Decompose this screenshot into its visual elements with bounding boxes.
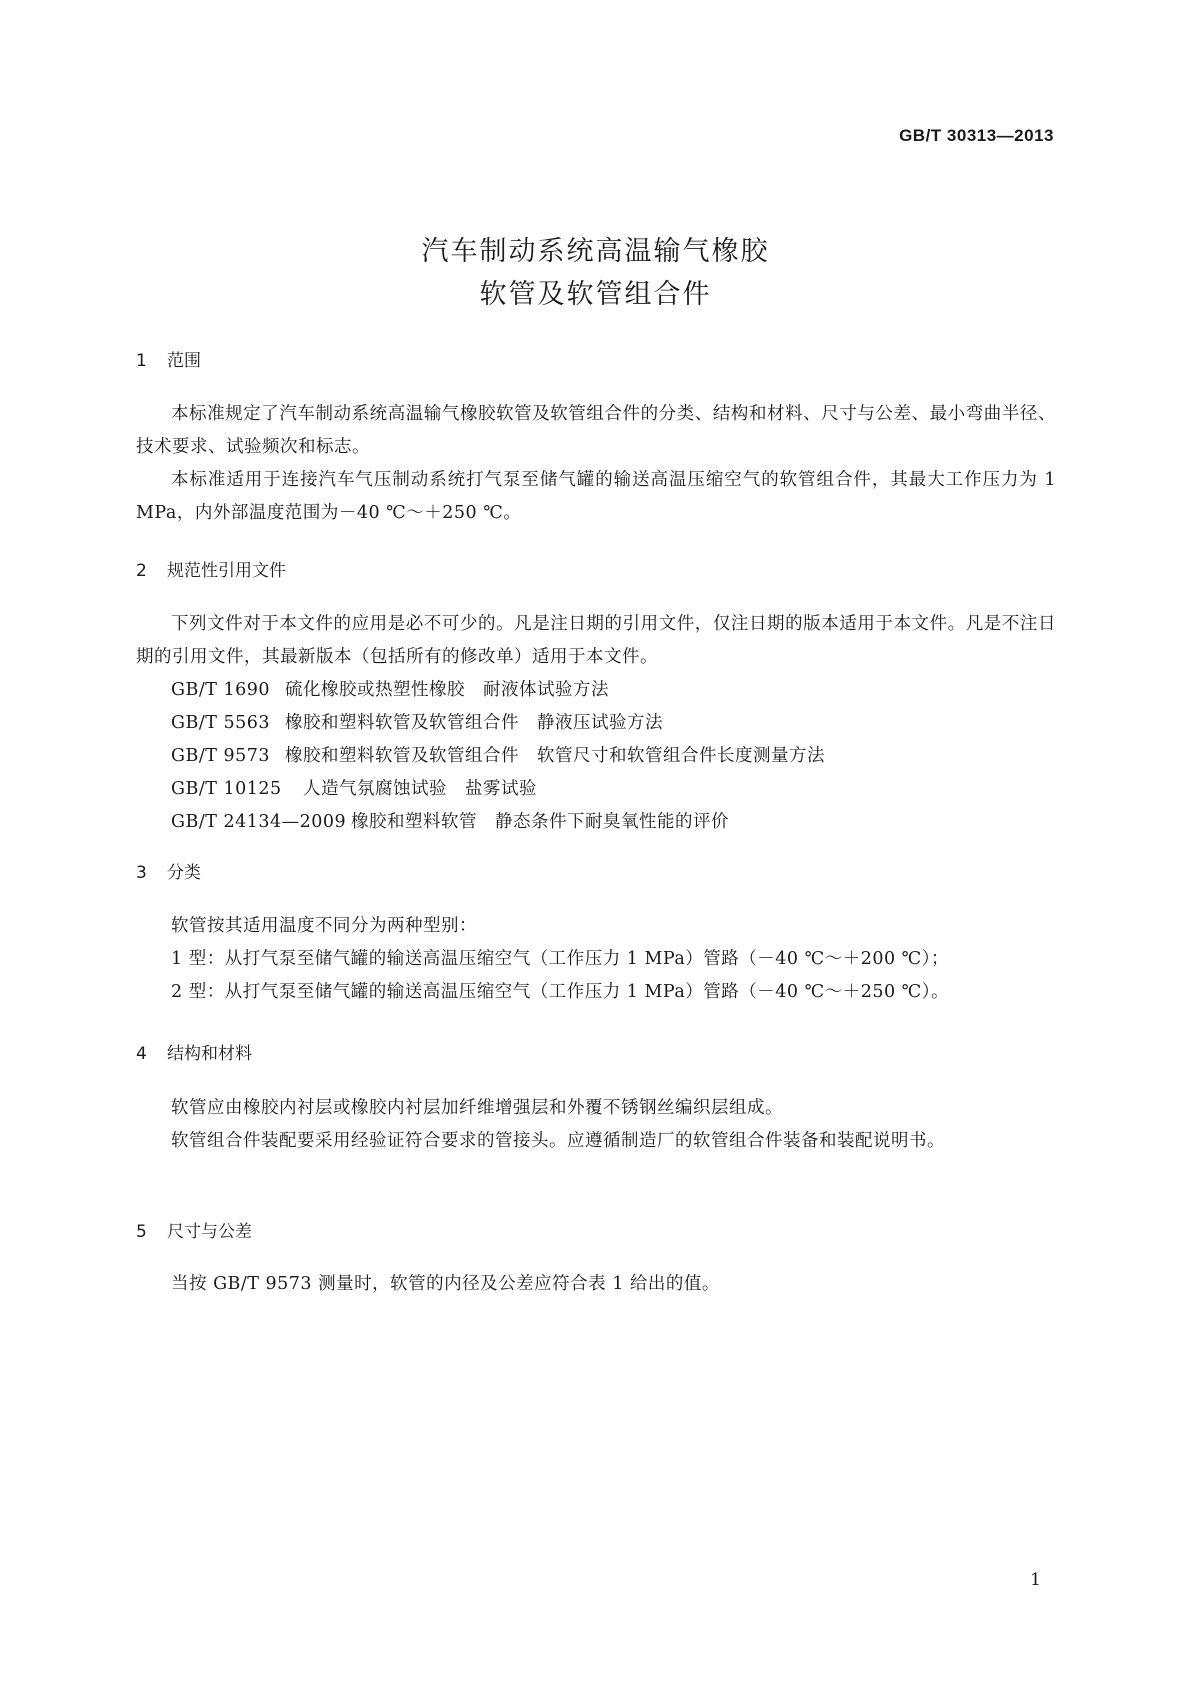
section-4-paragraph-1: 软管应由橡胶内衬层或橡胶内衬层加纤维增强层和外覆不锈钢丝编织层组成。 bbox=[171, 1098, 783, 1118]
reference-subtitle: 软管尺寸和软管组合件长度测量方法 bbox=[537, 746, 825, 766]
reference-code: GB/T 5563 bbox=[171, 713, 271, 733]
section-number: 2 bbox=[136, 561, 147, 581]
reference-code: GB/T 1690 bbox=[171, 680, 271, 700]
section-number: 1 bbox=[136, 351, 147, 371]
section-number: 4 bbox=[136, 1044, 147, 1064]
reference-code: GB/T 24134—2009 bbox=[171, 812, 347, 832]
page-number: 1 bbox=[1030, 1570, 1041, 1590]
section-3-paragraph-1: 软管按其适用温度不同分为两种型别： bbox=[171, 916, 477, 936]
title-line-2: 软管及软管组合件 bbox=[479, 279, 712, 310]
section-3-heading bbox=[136, 858, 201, 883]
reference-subtitle: 盐雾试验 bbox=[465, 779, 537, 799]
section-title: 结构和材料 bbox=[167, 1044, 252, 1064]
standard-code: GB/T 30313—2013 bbox=[899, 126, 1054, 145]
reference-title: 人造气氛腐蚀试验 bbox=[303, 779, 447, 799]
section-4-heading bbox=[136, 1039, 252, 1064]
section-1-paragraph-2: 本标准适用于连接汽车气压制动系统打气泵至储气罐的输送高温压缩空气的软管组合件，其最大工作压力为 1 MPa，内外部温度范围为－40 ℃～＋250 ℃。 bbox=[136, 470, 1056, 523]
section-5-heading bbox=[136, 1217, 252, 1242]
section-2-paragraph-1: 下列文件对于本文件的应用是必不可少的。凡是注日期的引用文件，仅注日期的版本适用于本文件。凡是不注日期的引用文件，其最新版本（包括所有的修改单）适用于本文件。 bbox=[136, 614, 1056, 667]
section-1-paragraph-1: 本标准规定了汽车制动系统高温输气橡胶软管及软管组合件的分类、结构和材料、尺寸与公差、最小弯曲半径、技术要求、试验频次和标志。 bbox=[136, 404, 1056, 457]
reference-code: GB/T 9573 bbox=[171, 746, 271, 766]
section-title: 范围 bbox=[167, 351, 201, 371]
title-line-1: 汽车制动系统高温输气橡胶 bbox=[421, 236, 770, 267]
reference-title: 橡胶和塑料软管及软管组合件 bbox=[285, 713, 519, 733]
reference-item bbox=[171, 806, 825, 839]
section-4-paragraph-2: 软管组合件装配要采用经验证符合要求的管接头。应遵循制造厂的软管组合件装备和装配说明书。 bbox=[171, 1131, 945, 1151]
reference-item bbox=[171, 740, 825, 773]
section-number: 3 bbox=[136, 863, 147, 883]
document-title bbox=[0, 230, 1191, 316]
section-3-type-2: 2 型：从打气泵至储气罐的输送高温压缩空气（工作压力 1 MPa）管路（－40 ℃～＋250 ℃）。 bbox=[171, 982, 949, 1002]
section-title: 规范性引用文件 bbox=[167, 561, 286, 581]
reference-code: GB/T 10125 bbox=[171, 779, 282, 799]
reference-subtitle: 耐液体试验方法 bbox=[483, 680, 609, 700]
section-2-heading bbox=[136, 556, 286, 581]
reference-item bbox=[171, 773, 825, 806]
reference-item bbox=[171, 674, 825, 707]
reference-subtitle: 静态条件下耐臭氧性能的评价 bbox=[495, 812, 729, 832]
section-1-heading bbox=[136, 346, 201, 371]
reference-item bbox=[171, 707, 825, 740]
section-number: 5 bbox=[136, 1222, 147, 1242]
reference-title: 硫化橡胶或热塑性橡胶 bbox=[285, 680, 465, 700]
section-5-paragraph-1: 当按 GB/T 9573 测量时，软管的内径及公差应符合表 1 给出的值。 bbox=[171, 1274, 720, 1294]
normative-reference-list bbox=[171, 674, 825, 839]
reference-title: 橡胶和塑料软管及软管组合件 bbox=[285, 746, 519, 766]
reference-subtitle: 静液压试验方法 bbox=[537, 713, 663, 733]
section-title: 分类 bbox=[167, 863, 201, 883]
section-title: 尺寸与公差 bbox=[167, 1222, 252, 1242]
reference-title: 橡胶和塑料软管 bbox=[351, 812, 477, 832]
section-3-type-1: 1 型：从打气泵至储气罐的输送高温压缩空气（工作压力 1 MPa）管路（－40 ℃～＋200 ℃）； bbox=[171, 949, 949, 969]
